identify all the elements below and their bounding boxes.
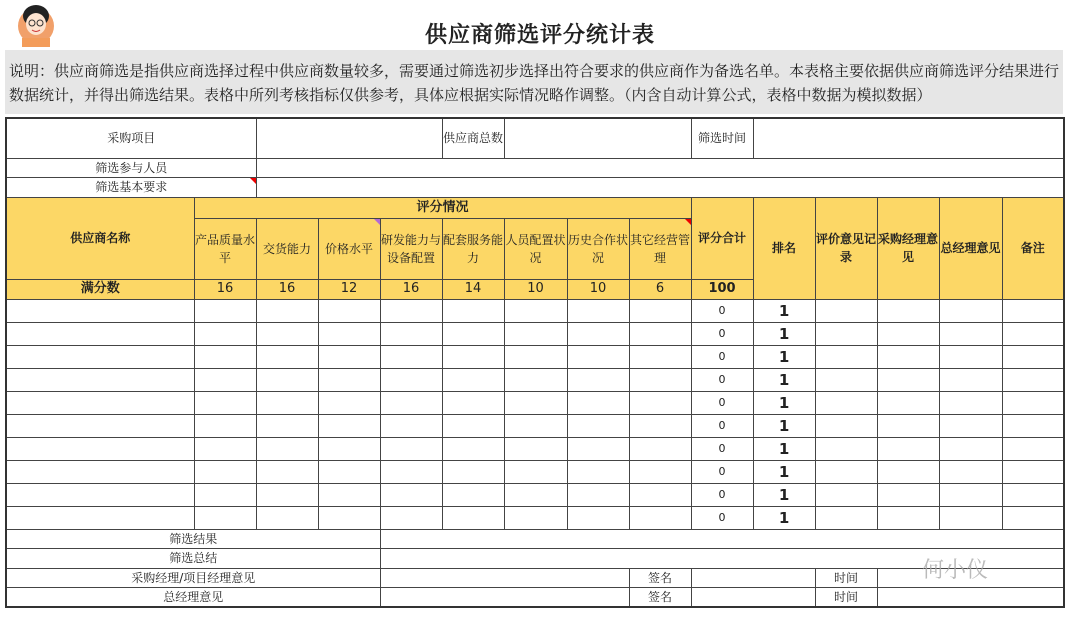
result-input[interactable] bbox=[380, 529, 1064, 548]
data-cell[interactable] bbox=[629, 299, 691, 322]
data-cell[interactable] bbox=[504, 483, 567, 506]
data-cell[interactable] bbox=[815, 368, 877, 391]
data-cell[interactable] bbox=[442, 437, 504, 460]
criteria-header: 研发能力与设备配置 bbox=[380, 218, 442, 279]
table-row bbox=[6, 299, 1064, 322]
data-cell[interactable] bbox=[194, 506, 256, 529]
data-cell[interactable] bbox=[877, 483, 939, 506]
project-input[interactable] bbox=[256, 118, 442, 158]
data-cell[interactable] bbox=[939, 368, 1002, 391]
data-cell[interactable] bbox=[380, 437, 442, 460]
full-score-value: 6 bbox=[629, 279, 691, 299]
data-cell[interactable] bbox=[442, 368, 504, 391]
data-cell[interactable] bbox=[194, 460, 256, 483]
data-cell[interactable] bbox=[567, 345, 629, 368]
data-cell[interactable] bbox=[877, 322, 939, 345]
gm-header: 总经理意见 bbox=[939, 197, 1002, 299]
data-cell[interactable] bbox=[380, 506, 442, 529]
data-cell[interactable] bbox=[1002, 460, 1064, 483]
data-cell[interactable] bbox=[877, 345, 939, 368]
data-cell[interactable] bbox=[380, 460, 442, 483]
score-total-cell: 0 bbox=[691, 483, 753, 506]
score-total-cell: 0 bbox=[691, 345, 753, 368]
remark-header: 备注 bbox=[1002, 197, 1064, 299]
score-total-cell: 0 bbox=[691, 414, 753, 437]
score-total-cell: 0 bbox=[691, 437, 753, 460]
data-cell[interactable] bbox=[504, 460, 567, 483]
data-cell[interactable] bbox=[318, 345, 380, 368]
data-cell[interactable] bbox=[318, 322, 380, 345]
data-cell[interactable] bbox=[877, 368, 939, 391]
data-cell[interactable] bbox=[877, 299, 939, 322]
score-total-cell: 0 bbox=[691, 368, 753, 391]
full-score-value: 16 bbox=[256, 279, 318, 299]
data-cell[interactable] bbox=[380, 483, 442, 506]
data-cell[interactable] bbox=[629, 391, 691, 414]
data-cell[interactable] bbox=[504, 391, 567, 414]
data-cell[interactable] bbox=[6, 414, 194, 437]
participants-input[interactable] bbox=[256, 158, 1064, 177]
data-cell[interactable] bbox=[194, 322, 256, 345]
data-cell[interactable] bbox=[6, 299, 194, 322]
data-cell[interactable] bbox=[504, 368, 567, 391]
data-cell[interactable] bbox=[380, 345, 442, 368]
total-suppliers-label: 供应商总数 bbox=[442, 118, 504, 158]
data-cell[interactable] bbox=[629, 345, 691, 368]
data-cell[interactable] bbox=[1002, 368, 1064, 391]
rank-header: 排名 bbox=[753, 197, 815, 299]
data-cell[interactable] bbox=[1002, 299, 1064, 322]
data-cell[interactable] bbox=[815, 437, 877, 460]
data-cell[interactable] bbox=[256, 299, 318, 322]
data-cell[interactable] bbox=[629, 322, 691, 345]
data-cell[interactable] bbox=[256, 460, 318, 483]
data-cell[interactable] bbox=[442, 483, 504, 506]
data-cell[interactable] bbox=[939, 299, 1002, 322]
data-cell[interactable] bbox=[442, 391, 504, 414]
data-cell[interactable] bbox=[318, 506, 380, 529]
pm-sign-input[interactable] bbox=[691, 568, 815, 587]
data-cell[interactable] bbox=[380, 391, 442, 414]
data-cell[interactable] bbox=[6, 322, 194, 345]
data-cell[interactable] bbox=[318, 299, 380, 322]
full-score-value: 14 bbox=[442, 279, 504, 299]
data-cell[interactable] bbox=[629, 506, 691, 529]
data-cell[interactable] bbox=[567, 483, 629, 506]
data-cell[interactable] bbox=[939, 345, 1002, 368]
rank-cell: 1 bbox=[753, 368, 815, 391]
criteria-header: 价格水平 bbox=[318, 218, 380, 279]
data-cell[interactable] bbox=[256, 414, 318, 437]
result-label: 筛选结果 bbox=[6, 529, 380, 548]
data-cell[interactable] bbox=[504, 506, 567, 529]
table-row bbox=[6, 483, 1064, 506]
data-cell[interactable] bbox=[815, 322, 877, 345]
criteria-header: 交货能力 bbox=[256, 218, 318, 279]
data-cell[interactable] bbox=[877, 437, 939, 460]
rank-cell: 1 bbox=[753, 345, 815, 368]
full-score-label: 满分数 bbox=[6, 279, 194, 299]
time-label: 时间 bbox=[815, 587, 877, 607]
data-cell[interactable] bbox=[380, 322, 442, 345]
rank-cell: 1 bbox=[753, 460, 815, 483]
score-total-cell: 0 bbox=[691, 299, 753, 322]
data-cell[interactable] bbox=[567, 414, 629, 437]
data-cell[interactable] bbox=[318, 414, 380, 437]
data-cell[interactable] bbox=[567, 506, 629, 529]
rank-cell: 1 bbox=[753, 437, 815, 460]
full-score-value: 16 bbox=[380, 279, 442, 299]
data-cell[interactable] bbox=[442, 345, 504, 368]
table-row bbox=[6, 391, 1064, 414]
score-total-cell: 0 bbox=[691, 506, 753, 529]
data-cell[interactable] bbox=[194, 391, 256, 414]
gm-opinion-label: 总经理意见 bbox=[6, 587, 380, 607]
score-total-cell: 0 bbox=[691, 460, 753, 483]
data-cell[interactable] bbox=[629, 368, 691, 391]
data-cell[interactable] bbox=[194, 345, 256, 368]
summary-label: 筛选总结 bbox=[6, 548, 380, 568]
data-cell[interactable] bbox=[6, 437, 194, 460]
data-cell[interactable] bbox=[318, 483, 380, 506]
rank-cell: 1 bbox=[753, 483, 815, 506]
full-score-value: 16 bbox=[194, 279, 256, 299]
table-row bbox=[6, 437, 1064, 460]
data-cell[interactable] bbox=[380, 299, 442, 322]
data-cell[interactable] bbox=[256, 506, 318, 529]
data-cell[interactable] bbox=[815, 345, 877, 368]
data-cell[interactable] bbox=[6, 460, 194, 483]
data-cell[interactable] bbox=[1002, 437, 1064, 460]
supplier-score-table bbox=[5, 117, 1065, 608]
data-cell[interactable] bbox=[504, 414, 567, 437]
requirements-label: 筛选基本要求 bbox=[6, 177, 256, 197]
data-cell[interactable] bbox=[1002, 483, 1064, 506]
data-cell[interactable] bbox=[194, 299, 256, 322]
data-cell[interactable] bbox=[939, 414, 1002, 437]
table-row bbox=[6, 368, 1064, 391]
score-group-header: 评分情况 bbox=[194, 197, 691, 218]
data-cell[interactable] bbox=[256, 437, 318, 460]
table-row bbox=[6, 460, 1064, 483]
data-cell[interactable] bbox=[815, 414, 877, 437]
data-cell[interactable] bbox=[815, 506, 877, 529]
screen-time-label: 筛选时间 bbox=[691, 118, 753, 158]
data-cell[interactable] bbox=[256, 322, 318, 345]
data-cell[interactable] bbox=[194, 368, 256, 391]
sign-label: 签名 bbox=[629, 568, 691, 587]
data-cell[interactable] bbox=[442, 460, 504, 483]
data-cell[interactable] bbox=[256, 483, 318, 506]
criteria-header: 人员配置状况 bbox=[504, 218, 567, 279]
data-cell[interactable] bbox=[442, 414, 504, 437]
data-cell[interactable] bbox=[318, 460, 380, 483]
rank-cell: 1 bbox=[753, 506, 815, 529]
description-text: 说明：供应商筛选是指供应商选择过程中供应商数量较多，需要通过筛选初步选择出符合要求的供应商作为备选名单。本表格主要依据供应商筛选评分结果进行数据统计，并得出筛选结果。表格中所列考核指标仅供参考，具体应根据实际情况略作调整。（内含自动计算公式，表格中数据为模拟数据） bbox=[5, 50, 1063, 114]
gm-opinion-input[interactable] bbox=[380, 587, 629, 607]
criteria-header: 配套服务能力 bbox=[442, 218, 504, 279]
requirements-input[interactable] bbox=[256, 177, 1064, 197]
data-cell[interactable] bbox=[380, 414, 442, 437]
full-score-value: 10 bbox=[567, 279, 629, 299]
data-cell[interactable] bbox=[939, 437, 1002, 460]
full-score-value: 10 bbox=[504, 279, 567, 299]
data-cell[interactable] bbox=[256, 368, 318, 391]
data-cell[interactable] bbox=[939, 483, 1002, 506]
criteria-header: 产品质量水平 bbox=[194, 218, 256, 279]
data-cell[interactable] bbox=[629, 414, 691, 437]
data-cell[interactable] bbox=[1002, 506, 1064, 529]
data-cell[interactable] bbox=[877, 506, 939, 529]
data-cell[interactable] bbox=[1002, 391, 1064, 414]
data-cell[interactable] bbox=[504, 322, 567, 345]
data-cell[interactable] bbox=[504, 299, 567, 322]
score-total-cell: 0 bbox=[691, 391, 753, 414]
gm-time-input[interactable] bbox=[877, 587, 1064, 607]
criteria-header: 历史合作状况 bbox=[567, 218, 629, 279]
table-row bbox=[6, 506, 1064, 529]
data-cell[interactable] bbox=[442, 322, 504, 345]
table-row bbox=[6, 322, 1064, 345]
rank-cell: 1 bbox=[753, 414, 815, 437]
score-total-cell: 0 bbox=[691, 322, 753, 345]
data-cell[interactable] bbox=[939, 322, 1002, 345]
data-cell[interactable] bbox=[6, 483, 194, 506]
data-cell[interactable] bbox=[194, 483, 256, 506]
data-cell[interactable] bbox=[6, 368, 194, 391]
data-cell[interactable] bbox=[6, 391, 194, 414]
rank-cell: 1 bbox=[753, 322, 815, 345]
time-label: 时间 bbox=[815, 568, 877, 587]
data-cell[interactable] bbox=[1002, 414, 1064, 437]
data-cell[interactable] bbox=[567, 437, 629, 460]
data-cell[interactable] bbox=[256, 345, 318, 368]
data-cell[interactable] bbox=[318, 368, 380, 391]
data-cell[interactable] bbox=[318, 437, 380, 460]
watermark: 何小仪 bbox=[922, 558, 989, 583]
data-cell[interactable] bbox=[567, 299, 629, 322]
data-cell[interactable] bbox=[815, 483, 877, 506]
data-cell[interactable] bbox=[6, 345, 194, 368]
data-cell[interactable] bbox=[567, 322, 629, 345]
data-cell[interactable] bbox=[256, 391, 318, 414]
total-suppliers-input[interactable] bbox=[504, 118, 691, 158]
data-cell[interactable] bbox=[629, 437, 691, 460]
data-cell[interactable] bbox=[939, 460, 1002, 483]
data-cell[interactable] bbox=[567, 391, 629, 414]
data-cell[interactable] bbox=[1002, 345, 1064, 368]
data-cell[interactable] bbox=[442, 299, 504, 322]
data-cell[interactable] bbox=[504, 437, 567, 460]
full-score-total: 100 bbox=[691, 279, 753, 299]
data-cell[interactable] bbox=[815, 299, 877, 322]
data-cell[interactable] bbox=[877, 414, 939, 437]
full-score-value: 12 bbox=[318, 279, 380, 299]
criteria-header: 其它经营管理 bbox=[629, 218, 691, 279]
table-row bbox=[6, 414, 1064, 437]
data-cell[interactable] bbox=[504, 345, 567, 368]
data-cell[interactable] bbox=[567, 460, 629, 483]
rank-cell: 1 bbox=[753, 391, 815, 414]
page-title: 供应商筛选评分统计表 bbox=[424, 23, 655, 48]
data-cell[interactable] bbox=[194, 437, 256, 460]
total-header: 评分合计 bbox=[691, 197, 753, 279]
pm-opinion-input[interactable] bbox=[380, 568, 629, 587]
data-cell[interactable] bbox=[939, 506, 1002, 529]
sign-label: 签名 bbox=[629, 587, 691, 607]
data-cell[interactable] bbox=[380, 368, 442, 391]
data-cell[interactable] bbox=[318, 391, 380, 414]
eval-record-header: 评价意见记录 bbox=[815, 197, 877, 299]
purchase-mgr-header: 采购经理意见 bbox=[877, 197, 939, 299]
data-cell[interactable] bbox=[1002, 322, 1064, 345]
supplier-name-header: 供应商名称 bbox=[6, 197, 194, 279]
table-row bbox=[6, 345, 1064, 368]
data-cell[interactable] bbox=[6, 506, 194, 529]
data-cell[interactable] bbox=[815, 391, 877, 414]
data-cell[interactable] bbox=[815, 460, 877, 483]
screen-time-input[interactable] bbox=[753, 118, 1064, 158]
project-label: 采购项目 bbox=[6, 118, 256, 158]
data-cell[interactable] bbox=[877, 391, 939, 414]
data-cell[interactable] bbox=[629, 483, 691, 506]
participants-label: 筛选参与人员 bbox=[6, 158, 256, 177]
data-cell[interactable] bbox=[629, 460, 691, 483]
gm-sign-input[interactable] bbox=[691, 587, 815, 607]
data-cell[interactable] bbox=[877, 460, 939, 483]
rank-cell: 1 bbox=[753, 299, 815, 322]
data-cell[interactable] bbox=[194, 414, 256, 437]
pm-opinion-label: 采购经理/项目经理意见 bbox=[6, 568, 380, 587]
data-cell[interactable] bbox=[939, 391, 1002, 414]
data-cell[interactable] bbox=[567, 368, 629, 391]
data-cell[interactable] bbox=[442, 506, 504, 529]
